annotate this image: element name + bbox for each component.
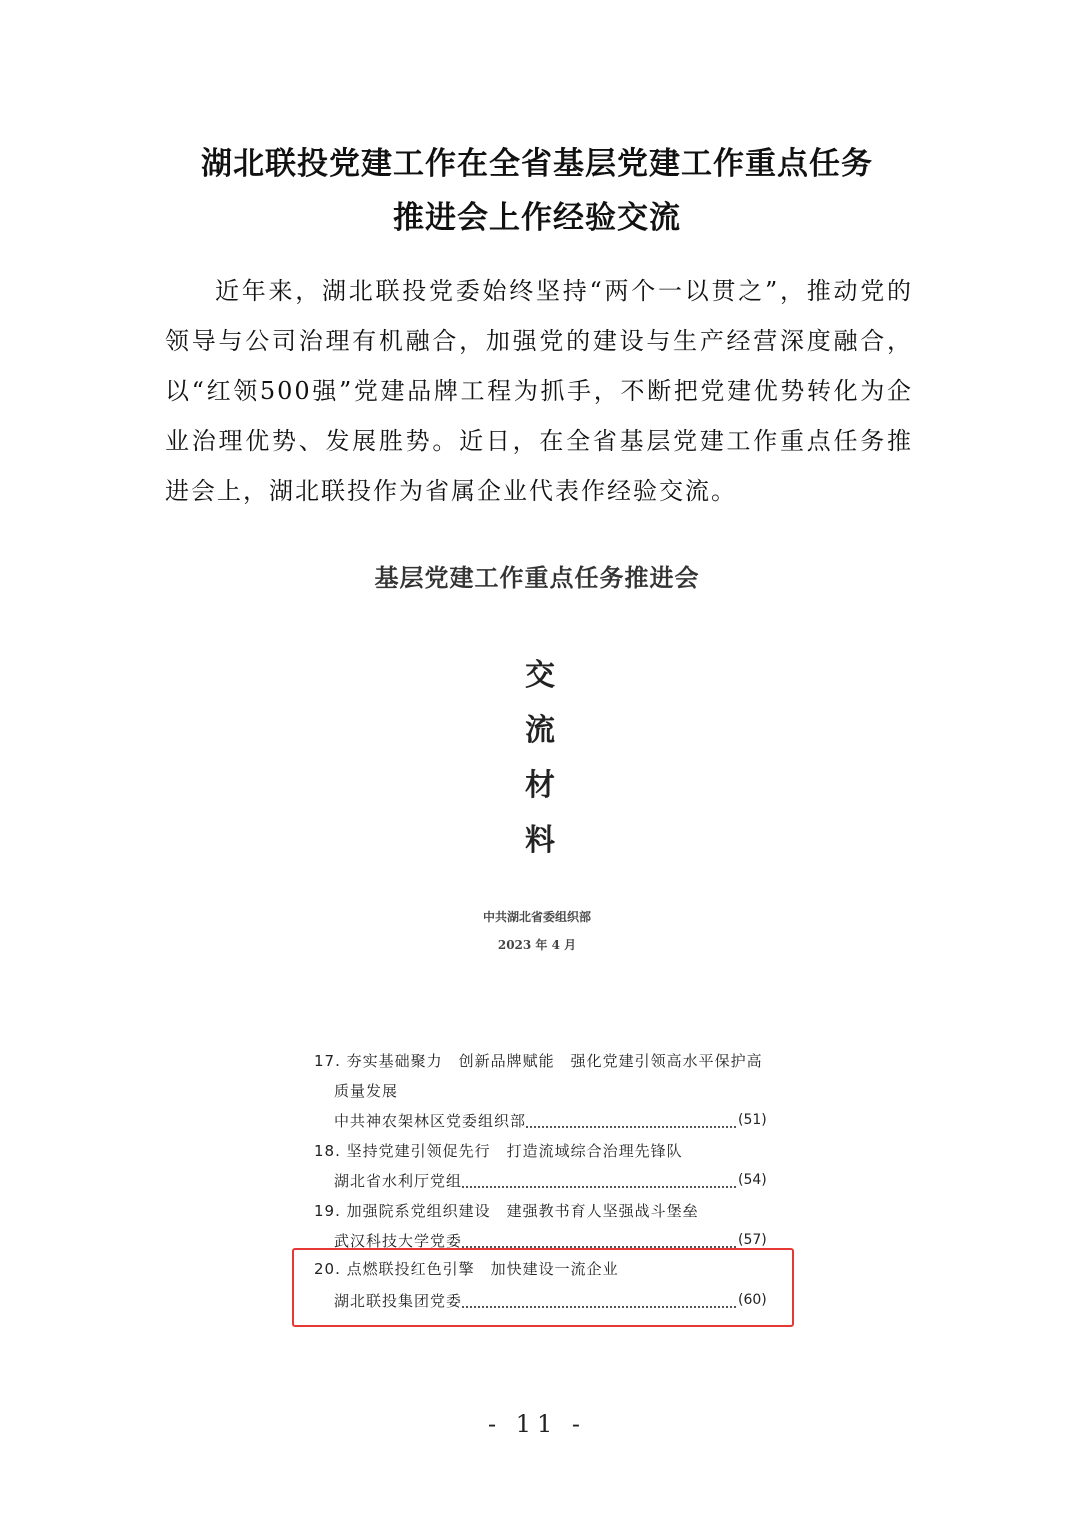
cover-char: 材 [525, 768, 555, 803]
toc-leader-dots [526, 1126, 736, 1128]
cover-scan [300, 540, 790, 1010]
toc-item-org: 湖北省水利厅党组 [334, 1172, 463, 1190]
highlight-box [292, 1248, 794, 1327]
cover-vertical-title [520, 648, 560, 868]
cover-char: 流 [525, 713, 555, 748]
toc-item-title: 20. 点燃联投红色引擎 加快建设一流企业 [314, 1260, 619, 1278]
cover-title: 基层党建工作重点任务推进会 [374, 564, 700, 592]
toc-leader-dots [462, 1186, 736, 1188]
toc-page-number: (60) [738, 1292, 767, 1308]
toc-page-number: (51) [738, 1112, 767, 1128]
toc-item-title-cont: 质量发展 [334, 1082, 399, 1100]
toc-page-number: (57) [738, 1232, 767, 1248]
toc-item-title: 18. 坚持党建引领促先行 打造流域综合治理先锋队 [314, 1142, 683, 1160]
cover-date: 2023 年 4 月 [497, 938, 577, 952]
toc-item-org: 武汉科技大学党委 [334, 1232, 463, 1250]
toc-item-title: 17. 夯实基础聚力 创新品牌赋能 强化党建引领高水平保护高 [314, 1052, 763, 1070]
toc-item-title: 19. 加强院系党组织建设 建强教书育人坚强战斗堡垒 [314, 1202, 699, 1220]
article-paragraph: 近年来，湖北联投党委始终坚持“两个一以贯之”，推动党的领导与公司治理有机融合，加强党的建设与生产经营深度融合，以“红领500强”党建品牌工程为抓手，不断把党建优势转化为企业治理优势、发展胜势。近日，在全省基层党建工作重点任务推进会上，湖北联投作为省属企业代表作经验交流。 [165, 277, 913, 505]
cover-issuer: 中共湖北省委组织部 [482, 910, 591, 924]
toc-page-number: (54) [738, 1172, 767, 1188]
toc-item-org: 湖北联投集团党委 [334, 1292, 463, 1310]
cover-char: 交 [525, 658, 555, 693]
article-title-line1: 湖北联投党建工作在全省基层党建工作重点任务 [201, 146, 873, 182]
article-title-line2: 推进会上作经验交流 [393, 200, 681, 236]
cover-char: 料 [525, 823, 555, 858]
page-number: - 11 - [487, 1410, 586, 1438]
toc-item-org: 中共神农架林区党委组织部 [334, 1112, 527, 1130]
